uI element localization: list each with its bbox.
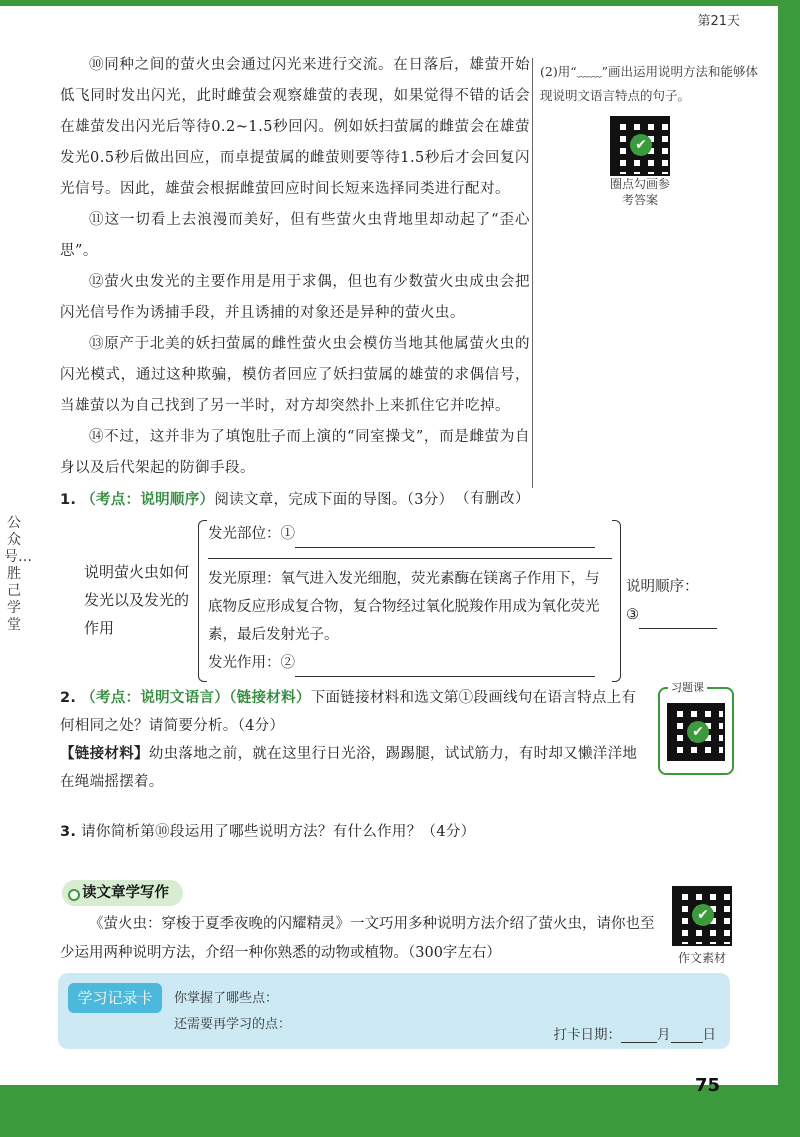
check-icon: ✔ bbox=[692, 904, 714, 926]
blank-continuation bbox=[208, 548, 612, 559]
answer-blank-1[interactable] bbox=[295, 547, 595, 548]
writing-prompt-text: 《萤火虫：穿梭于夏季夜晚的闪耀精灵》一文巧用多种说明方法介绍了萤火虫，请你也至少运用两种说明方法，介绍一种你熟悉的动物或植物。（300字左右） bbox=[60, 916, 655, 961]
order-label: 说明顺序： bbox=[626, 579, 699, 595]
mindmap-effect bbox=[208, 649, 612, 677]
column-divider bbox=[532, 58, 533, 488]
paragraph-12: ⑫萤火虫发光的主要作用是用于求偶，但也有少数萤火虫成虫会把闪光信号作为诱捕手段，并且诱捕的对象还是异种的萤火虫。 bbox=[60, 274, 530, 321]
check-icon: ✔ bbox=[630, 134, 652, 156]
month-blank[interactable] bbox=[621, 1042, 657, 1043]
qr-caption: 作文素材 bbox=[677, 951, 726, 965]
mindmap-effect-label: 发光作用：② bbox=[208, 655, 295, 671]
question-3 bbox=[60, 818, 475, 846]
qr-caption: 圈点勾画参考答案 bbox=[610, 177, 671, 207]
order-blank-number: ③ bbox=[626, 607, 639, 623]
card-title: 学习记录卡 bbox=[68, 983, 162, 1013]
mindmap-part-label: 发光部位：① bbox=[208, 526, 295, 542]
side-task-suffix: ”画出运用说明方法和能够体现说明文语言特点的句子。 bbox=[540, 64, 759, 103]
section-title-reading-writing: 读文章学写作 bbox=[62, 880, 183, 906]
paragraph-14: ⑭不过，这并非为了填饱肚子而上演的“同室操戈”，而是雌萤为自身以及后代架起的防御手段。 bbox=[60, 429, 530, 476]
day-label-text: 日 bbox=[702, 1027, 716, 1043]
question-tag: （考点：说明顺序） bbox=[81, 491, 215, 508]
question-tag: （考点：说明文语言） bbox=[81, 689, 230, 706]
answer-blank-3[interactable] bbox=[639, 628, 717, 629]
answer-blank-2[interactable] bbox=[295, 676, 595, 677]
page-number: 75 bbox=[694, 1075, 720, 1096]
mindmap-root: 说明萤火虫如何发光以及发光的作用 bbox=[84, 563, 190, 637]
mindmap-part bbox=[208, 520, 612, 548]
card-review-prompt: 还需要再学习的点： bbox=[174, 1017, 292, 1032]
month-label: 月 bbox=[657, 1027, 671, 1043]
qr-code-icon[interactable] bbox=[667, 703, 725, 761]
qr-code-icon[interactable] bbox=[672, 886, 732, 946]
answer-qr-block[interactable] bbox=[610, 116, 770, 208]
question-tag-link: （链接材料） bbox=[229, 689, 311, 706]
page-frame-right bbox=[778, 0, 800, 1137]
question-text: 阅读文章，完成下面的导图。（3分） bbox=[214, 492, 454, 508]
question-1 bbox=[60, 486, 453, 514]
article-excerpt bbox=[60, 50, 530, 515]
material-text: 幼虫落地之前，就在这里行日光浴，踢踢腿，试试筋力，有时却又懒洋洋地在绳端摇摆着。 bbox=[60, 746, 638, 790]
mindmap-branches bbox=[208, 520, 612, 677]
paragraph-11: ⑪这一切看上去浪漫而美好，但有些萤火虫背地里却动起了“歪心思”。 bbox=[60, 212, 530, 259]
study-record-card bbox=[58, 973, 730, 1049]
sticker-title: 习题课 bbox=[668, 679, 707, 695]
right-brace bbox=[612, 520, 621, 682]
mindmap-order bbox=[626, 573, 736, 629]
question-2 bbox=[60, 684, 650, 796]
date-label: 打卡日期： bbox=[553, 1027, 621, 1043]
paragraph-13: ⑬原产于北美的妖扫萤属的雌性萤火虫会模仿当地其他属萤火虫的闪光模式，通过这种欺骗，模仿者回应了妖扫萤属的雄萤的求偶信号，当雄萤以为自己找到了另一半时，对方却突然扑上来抓住它并吃掉。 bbox=[60, 336, 530, 414]
question-text: 下面链接材料和选文第①段画线句在语言特点上有何相同之处？请简要分析。（4分） bbox=[60, 690, 637, 734]
exercise-video-sticker[interactable] bbox=[658, 681, 734, 775]
mindmap-principle: 发光原理：氧气进入发光细胞，荧光素酶在镁离子作用下，与底物反应形成复合物，复合物经过氧化脱羧作用成为氧化荧光素，最后发射光子。 bbox=[208, 571, 600, 643]
paragraph-10: ⑩同种之间的萤火虫会通过闪光来进行交流。在日落后，雄萤开始低飞同时发出闪光，此时雌萤会观察雄萤的表现，如果觉得不错的话会在雄萤发出闪光后等待0.2~1.5秒回闪。例如妖扫萤属的雌萤会在雄萤发光0.5秒后做出回应，而卓提萤属的雌萤则要等待1.5秒后才会回复闪光信号。因此，雄萤会根据雌萤回应时间长短来选择同类进行配对。 bbox=[60, 57, 530, 197]
qr-code-icon[interactable] bbox=[610, 116, 670, 176]
check-in-date bbox=[554, 1023, 717, 1043]
publisher-vertical-text: 公众号…胜己学堂 bbox=[4, 515, 32, 633]
side-task-prefix: (2)用“ bbox=[540, 64, 577, 79]
writing-prompt bbox=[60, 910, 660, 968]
day-blank[interactable] bbox=[671, 1042, 703, 1043]
question-text: 请你简析第⑩段运用了哪些说明方法？有什么作用？（4分） bbox=[81, 824, 476, 840]
check-icon: ✔ bbox=[687, 721, 709, 743]
abridged-note: （有删改） bbox=[455, 491, 530, 507]
day-label: 第21天 bbox=[697, 14, 740, 29]
page-frame-bottom bbox=[0, 1085, 800, 1137]
wavy-line-icon: ﹏﹏ bbox=[576, 64, 602, 79]
left-brace bbox=[198, 520, 207, 682]
question-number: 2. bbox=[60, 690, 77, 706]
essay-material-qr[interactable] bbox=[672, 886, 732, 966]
material-label: 【链接材料】 bbox=[60, 745, 149, 762]
question-number: 1. bbox=[60, 492, 77, 508]
side-task bbox=[540, 60, 770, 108]
card-mastered-prompt: 你掌握了哪些点： bbox=[174, 991, 279, 1006]
side-annotation bbox=[540, 60, 770, 208]
question-number: 3. bbox=[60, 824, 77, 840]
